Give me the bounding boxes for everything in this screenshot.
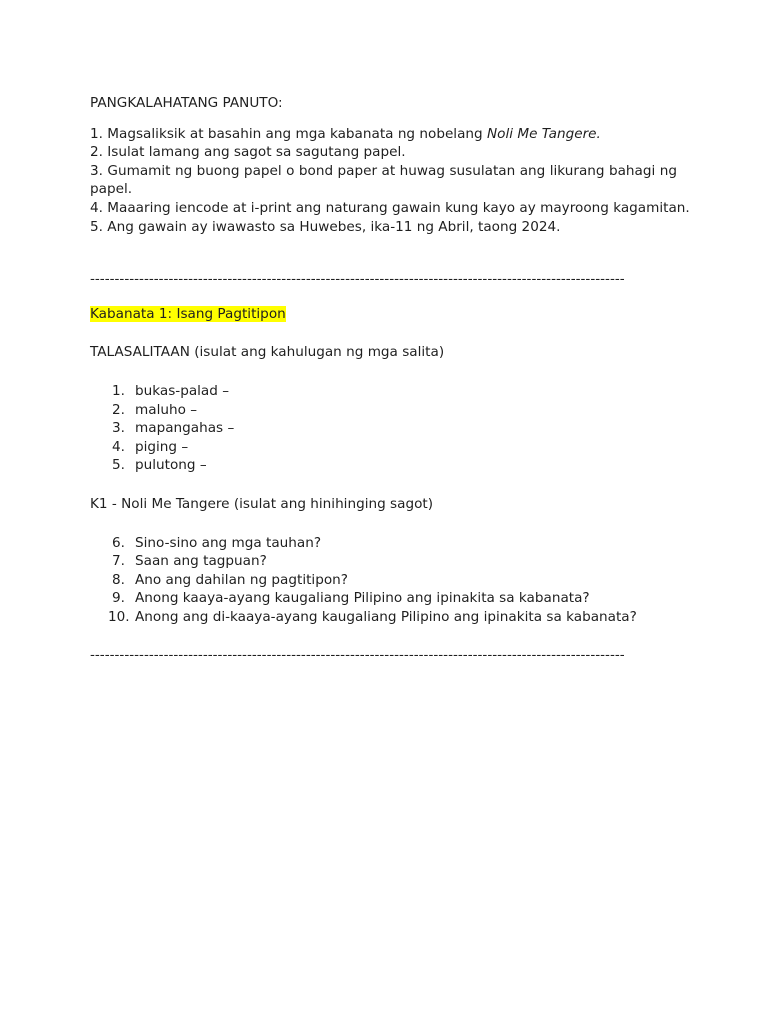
item-number: 6. [112,534,125,551]
list-item [90,382,677,401]
item-text: Anong ang di-kaaya-ayang kaugaliang Pilipino ang ipinakita sa kabanata? [135,608,637,625]
instructions-list [90,125,690,237]
questions-list [90,534,677,627]
list-item [90,571,677,590]
item-text: Saan ang tagpuan? [135,553,267,570]
list-item [90,534,677,553]
instruction-4: 4. Maaaring iencode at i-print ang naturang gawain kung kayo ay mayroong kagamitan. [90,199,690,216]
item-number: 2. [112,401,125,418]
item-number: 5. [112,457,125,474]
item-number: 10. [108,608,130,625]
chapter-title-text: Kabanata 1: Isang Pagtitipon [90,305,286,322]
instruction-1-text: 1. Magsaliksik at basahin ang mga kabanata ng nobelang [90,125,487,142]
instruction-3: 3. Gumamit ng buong papel o bond paper at huwag susulatan ang likurang bahagi ng papel. [90,162,677,198]
list-item [90,552,677,571]
vocab-list [90,382,677,475]
item-text: piging – [135,438,189,455]
questions-heading: K1 - Noli Me Tangere (isulat ang hinihinging sagot) [90,495,434,512]
divider-bottom: ------------------------------------------------------------------------------------------------------------- [90,647,625,664]
list-item [90,608,677,627]
item-number: 3. [112,420,125,437]
item-text: Sino-sino ang mga tauhan? [135,534,322,551]
list-item [90,419,677,438]
document-page [90,94,690,665]
list-item [90,589,677,608]
item-number: 8. [112,571,125,588]
divider-top: ------------------------------------------------------------------------------------------------------------- [90,271,625,288]
list-item [90,456,677,475]
novel-title: Noli Me Tangere. [486,125,601,142]
item-number: 4. [112,438,125,455]
item-text: bukas-palad – [135,382,230,399]
item-text: maluho – [135,401,198,418]
item-text: mapangahas – [135,420,235,437]
item-number: 1. [112,382,125,399]
vocab-heading: TALASALITAAN (isulat ang kahulugan ng mga salita) [90,344,445,361]
instruction-2: 2. Isulat lamang ang sagot sa sagutang papel. [90,144,406,161]
instruction-5: 5. Ang gawain ay iwawasto sa Huwebes, ika-11 ng Abril, taong 2024. [90,218,561,235]
list-item [90,438,677,457]
chapter-title [90,305,677,324]
list-item [90,401,677,420]
item-text: Anong kaaya-ayang kaugaliang Pilipino ang ipinakita sa kabanata? [135,590,590,607]
item-text: pulutong – [135,457,207,474]
instruction-1 [90,125,677,144]
instructions-heading: PANGKALAHATANG PANUTO: [90,95,283,111]
item-number: 7. [112,553,125,570]
item-number: 9. [112,590,125,607]
item-text: Ano ang dahilan ng pagtitipon? [135,571,348,588]
